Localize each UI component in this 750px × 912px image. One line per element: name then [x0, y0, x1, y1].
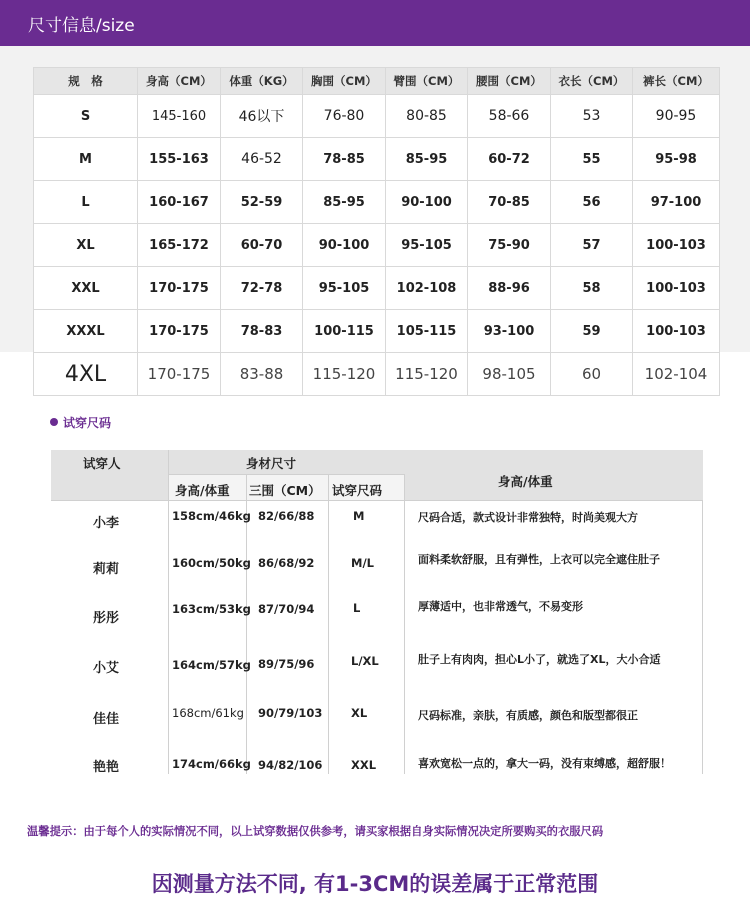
- col-header-height-weight: 身高/体重: [175, 483, 230, 498]
- trial-feedback: 尺码合适，款式设计非常独特，时尚美观大方: [418, 511, 638, 524]
- trial-person-name: 佳佳: [93, 712, 120, 727]
- table-cell: XL: [34, 224, 138, 267]
- table-cell: 60: [551, 353, 633, 396]
- table-cell: 58: [551, 267, 633, 310]
- trial-height-weight: 160cm/50kg: [172, 556, 251, 570]
- table-cell: 115-120: [303, 353, 386, 396]
- trial-size: XXL: [351, 758, 377, 772]
- table-cell: 170-175: [138, 353, 221, 396]
- divider: [702, 500, 703, 774]
- size-table-header: [34, 68, 720, 95]
- table-cell: 95-105: [386, 224, 468, 267]
- column-header: 裤长（CM）: [633, 68, 720, 95]
- divider: [168, 450, 169, 774]
- col-header-trial-size: 试穿尺码: [332, 483, 383, 498]
- table-cell: 60-72: [468, 138, 551, 181]
- trial-heading-label: 试穿尺码: [63, 416, 112, 430]
- column-header: 体重（KG）: [221, 68, 303, 95]
- column-header: 臂围（CM）: [386, 68, 468, 95]
- trial-person-name: 小李: [93, 516, 120, 531]
- page-title: 尺寸信息/size: [28, 16, 135, 36]
- bullet-dot-icon: [50, 418, 58, 426]
- table-cell: 170-175: [138, 267, 221, 310]
- table-cell: 53: [551, 95, 633, 138]
- table-cell: 83-88: [221, 353, 303, 396]
- table-cell: 46-52: [221, 138, 303, 181]
- table-cell: 97-100: [633, 181, 720, 224]
- table-row: [34, 95, 720, 138]
- col-header-measurements: 三围（CM）: [249, 483, 321, 498]
- column-header: 规 格: [34, 68, 138, 95]
- divider: [168, 474, 404, 475]
- trial-size: L: [353, 601, 361, 615]
- column-header: 腰围（CM）: [468, 68, 551, 95]
- trial-size: M: [353, 509, 365, 523]
- table-cell: 105-115: [386, 310, 468, 353]
- table-cell: 78-83: [221, 310, 303, 353]
- column-header: 身高（CM）: [138, 68, 221, 95]
- table-cell: 88-96: [468, 267, 551, 310]
- trial-table: [51, 450, 703, 790]
- table-cell: 70-85: [468, 181, 551, 224]
- table-cell: L: [34, 181, 138, 224]
- trial-feedback: 厚薄适中，也非常透气，不易变形: [418, 600, 583, 613]
- trial-measurements: 82/66/88: [258, 509, 315, 523]
- table-cell: 155-163: [138, 138, 221, 181]
- table-cell: 80-85: [386, 95, 468, 138]
- table-cell: 56: [551, 181, 633, 224]
- table-cell: 102-108: [386, 267, 468, 310]
- divider: [404, 474, 405, 774]
- table-cell: 59: [551, 310, 633, 353]
- table-cell: XXXL: [34, 310, 138, 353]
- table-row: [34, 267, 720, 310]
- table-cell: XXL: [34, 267, 138, 310]
- table-cell: 76-80: [303, 95, 386, 138]
- table-cell: 4XL: [34, 353, 138, 396]
- table-cell: 72-78: [221, 267, 303, 310]
- table-row: [34, 181, 720, 224]
- table-row: [34, 138, 720, 181]
- table-cell: 55: [551, 138, 633, 181]
- table-cell: 100-115: [303, 310, 386, 353]
- table-cell: 102-104: [633, 353, 720, 396]
- column-header: 胸围（CM）: [303, 68, 386, 95]
- trial-measurements: 90/79/103: [258, 706, 323, 720]
- table-cell: 95-105: [303, 267, 386, 310]
- column-header: 衣长（CM）: [551, 68, 633, 95]
- table-cell: 100-103: [633, 310, 720, 353]
- trial-height-weight: 174cm/66kg: [172, 757, 251, 771]
- tip-text: 温馨提示：由于每个人的实际情况不同，以上试穿数据仅供参考，请买家根据自身实际情况决定所要购买的衣服尺码: [27, 825, 604, 838]
- trial-feedback: 面料柔软舒服，且有弹性，上衣可以完全遮住肚子: [418, 553, 660, 566]
- table-cell: 85-95: [303, 181, 386, 224]
- trial-measurements: 86/68/92: [258, 556, 315, 570]
- table-cell: 90-100: [303, 224, 386, 267]
- col-header-body-size: 身材尺寸: [246, 456, 297, 471]
- table-cell: 93-100: [468, 310, 551, 353]
- table-row: [34, 353, 720, 396]
- trial-feedback: 尺码标准，亲肤，有质感，颜色和版型都很正: [418, 709, 638, 722]
- table-row: [34, 224, 720, 267]
- trial-person-name: 莉莉: [93, 562, 120, 577]
- trial-measurements: 94/82/106: [258, 758, 323, 772]
- col-header-feedback: 身高/体重: [498, 474, 553, 489]
- table-row: [34, 310, 720, 353]
- trial-measurements: 89/75/96: [258, 657, 315, 671]
- table-cell: 90-95: [633, 95, 720, 138]
- table-cell: 100-103: [633, 267, 720, 310]
- table-cell: 46以下: [221, 95, 303, 138]
- trial-person-name: 小艾: [93, 661, 120, 676]
- table-cell: 95-98: [633, 138, 720, 181]
- table-cell: 75-90: [468, 224, 551, 267]
- trial-feedback: 喜欢宽松一点的，拿大一码，没有束缚感，超舒服！: [418, 757, 671, 770]
- trial-heading: [50, 414, 111, 431]
- trial-size: M/L: [351, 556, 374, 570]
- trial-height-weight: 164cm/57kg: [172, 658, 251, 672]
- trial-height-weight: 168cm/61kg: [172, 706, 244, 720]
- table-cell: M: [34, 138, 138, 181]
- table-cell: 85-95: [386, 138, 468, 181]
- table-cell: 90-100: [386, 181, 468, 224]
- trial-size: XL: [351, 706, 368, 720]
- trial-size: L/XL: [351, 654, 379, 668]
- trial-measurements: 87/70/94: [258, 602, 315, 616]
- table-cell: 60-70: [221, 224, 303, 267]
- table-cell: 160-167: [138, 181, 221, 224]
- table-cell: 100-103: [633, 224, 720, 267]
- table-cell: 98-105: [468, 353, 551, 396]
- table-cell: 78-85: [303, 138, 386, 181]
- table-cell: 165-172: [138, 224, 221, 267]
- trial-person-name: 艳艳: [93, 760, 120, 775]
- trial-height-weight: 163cm/53kg: [172, 602, 251, 616]
- trial-person-name: 彤彤: [93, 611, 120, 626]
- trial-height-weight: 158cm/46kg: [172, 509, 251, 523]
- table-cell: 170-175: [138, 310, 221, 353]
- trial-feedback: 肚子上有肉肉，担心L小了，就选了XL，大小合适: [418, 653, 661, 666]
- divider: [328, 474, 329, 774]
- table-cell: 58-66: [468, 95, 551, 138]
- table-cell: 115-120: [386, 353, 468, 396]
- col-header-person: 试穿人: [83, 456, 121, 471]
- table-cell: 145-160: [138, 95, 221, 138]
- size-table: [33, 67, 720, 396]
- table-cell: S: [34, 95, 138, 138]
- table-cell: 57: [551, 224, 633, 267]
- table-cell: 52-59: [221, 181, 303, 224]
- divider: [51, 500, 703, 501]
- measurement-notice: 因测量方法不同, 有1-3CM的误差属于正常范围: [151, 872, 599, 896]
